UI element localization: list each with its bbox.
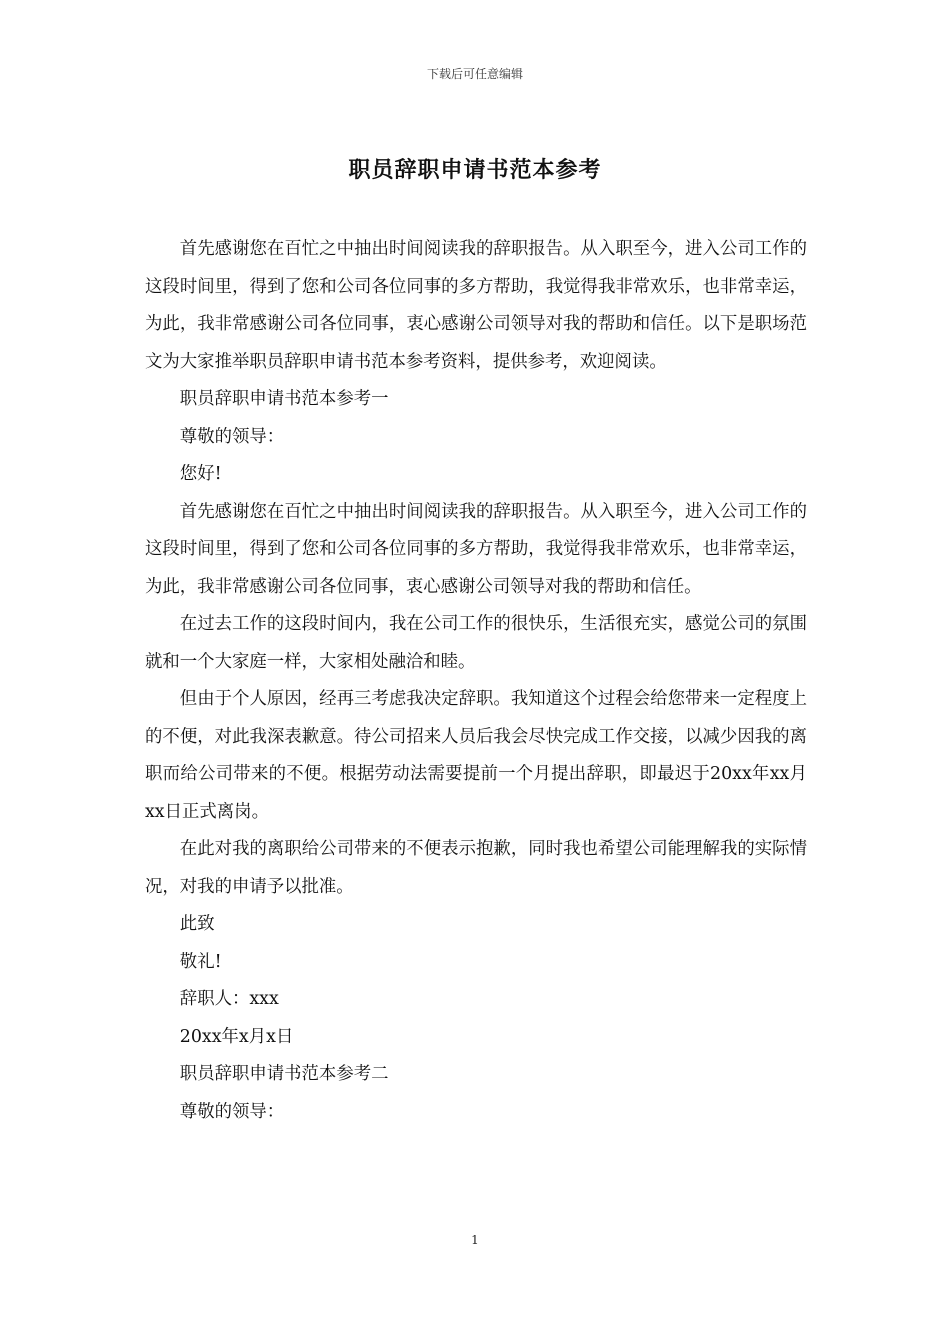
section-heading-one: 职员辞职申请书范本参考一 — [179, 389, 389, 409]
closing-line: 此致 — [179, 914, 215, 934]
signature-date: 20xx年x月x日 — [179, 1026, 294, 1047]
closing-regards: 敬礼! — [179, 951, 222, 972]
salutation: 尊敬的领导： — [179, 426, 285, 447]
page-number: 1 — [471, 1233, 479, 1247]
body-paragraph: 首先感谢您在百忙之中抽出时间阅读我的辞职报告。从入职至今，进入公司工作的这段时间里，得到了您和公司各位同事的多方帮助，我觉得我非常欢乐，也非常幸运，为此，我非常感谢公司各位同事，衷心感谢公司领导对我的帮助和信任。 — [145, 501, 807, 597]
body-paragraph: 在过去工作的这段时间内，我在公司工作的很快乐，生活很充实，感觉公司的氛围就和一个大家庭一样，大家相处融洽和睦。 — [145, 614, 807, 672]
greeting: 您好! — [179, 464, 222, 484]
salutation: 尊敬的领导： — [179, 1101, 285, 1122]
body-paragraph: 但由于个人原因，经再三考虑我决定辞职。我知道这个过程会给您带来一定程度上的不便，对此我深表歉意。待公司招来人员后我会尽快完成工作交接，以减少因我的离职而给公司带来的不便。根据劳动法需要提前一个月提出辞职，即最迟于20xx年xx月xx日正式离岗。 — [145, 689, 807, 822]
section-heading-two: 职员辞职申请书范本参考二 — [179, 1064, 389, 1084]
body-paragraph: 在此对我的离职给公司带来的不便表示抱歉，同时我也希望公司能理解我的实际情况，对我的申请予以批准。 — [145, 839, 807, 897]
document-title: 职员辞职申请书范本参考 — [348, 157, 602, 183]
page-header: 下载后可任意编辑 — [426, 67, 523, 81]
document-body — [145, 231, 807, 1131]
intro-paragraph: 首先感谢您在百忙之中抽出时间阅读我的辞职报告。从入职至今，进入公司工作的这段时间里，得到了您和公司各位同事的多方帮助，我觉得我非常欢乐，也非常幸运，为此，我非常感谢公司各位同事，衷心感谢公司领导对我的帮助和信任。以下是职场范文为大家推举职员辞职申请书范本参考资料，提供参考，欢迎阅读。 — [145, 239, 807, 372]
signatory: 辞职人：xxx — [179, 989, 279, 1009]
